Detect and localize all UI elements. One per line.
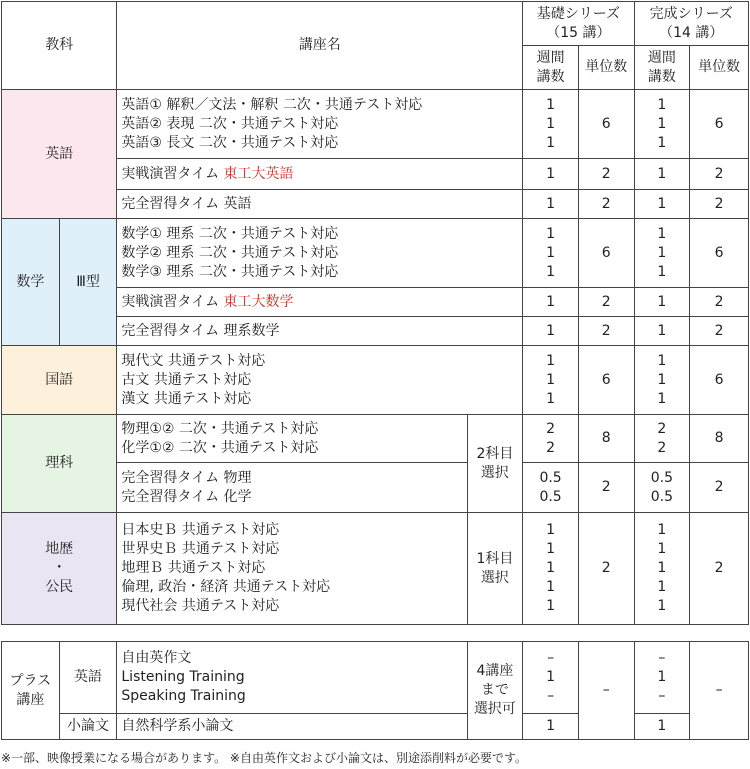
cell: 1 xyxy=(634,190,690,219)
japanese-weekly-complete: 1 1 1 xyxy=(634,346,690,415)
header-weekly-complete: 週間 講数 xyxy=(634,46,690,90)
cell: 2 xyxy=(690,317,749,346)
header-credits-basic: 単位数 xyxy=(578,46,634,90)
cell: 2 xyxy=(578,288,634,317)
plus-courses: 自由英作文 Listening Training Speaking Training xyxy=(117,642,467,714)
english-mastery: 完全習得タイム 英語 xyxy=(117,190,523,219)
science-weekly-complete: 2 2 xyxy=(634,415,690,463)
cell: 1 xyxy=(634,159,690,190)
cell: 2 xyxy=(578,317,634,346)
social-weekly-basic: 1 1 1 1 1 xyxy=(523,513,579,625)
science-weekly-basic: 2 2 xyxy=(523,415,579,463)
science-mastery: 完全習得タイム 物理 完全習得タイム 化学 xyxy=(117,463,467,513)
cell: 2 xyxy=(578,159,634,190)
plus-essay-weekly-basic: 1 xyxy=(523,714,579,740)
japanese-courses: 現代文 共通テスト対応 古文 共通テスト対応 漢文 共通テスト対応 xyxy=(117,346,523,415)
social-weekly-complete: 1 1 1 1 1 xyxy=(634,513,690,625)
plus-label: プラス 講座 xyxy=(2,642,60,740)
header-course: 講座名 xyxy=(117,2,523,90)
cell: 1 xyxy=(523,288,579,317)
english-courses: 英語① 解釈／文法・解釈 二次・共通テスト対応 英語② 表現 二次・共通テスト対応 英語③ 長文 二次・共通テスト対応 xyxy=(117,90,523,159)
science-mastery-weekly-basic: 0.5 0.5 xyxy=(523,463,579,513)
social-credits-complete: 2 xyxy=(690,513,749,625)
math-credits-complete: 6 xyxy=(690,219,749,288)
cell: 1 xyxy=(634,317,690,346)
cell: 2 xyxy=(690,288,749,317)
math-type: Ⅲ型 xyxy=(59,219,117,346)
header-weekly-basic: 週間 講数 xyxy=(523,46,579,90)
cell: 2 xyxy=(578,190,634,219)
social-courses: 日本史Ｂ 共通テスト対応 世界史Ｂ 共通テスト対応 地理Ｂ 共通テスト対応 倫理, 政治・経済 共通テスト対応 現代社会 共通テスト対応 xyxy=(117,513,467,625)
cell: 1 xyxy=(523,190,579,219)
cell: 2 xyxy=(690,159,749,190)
header-credits-complete: 単位数 xyxy=(690,46,749,90)
math-credits-basic: 6 xyxy=(578,219,634,288)
english-weekly-basic: 1 1 1 xyxy=(523,90,579,159)
cell: 1 xyxy=(634,288,690,317)
plus-english: 英語 xyxy=(59,642,117,714)
cell: 1 xyxy=(523,317,579,346)
science-credits-basic: 8 xyxy=(578,415,634,463)
science-credits-complete: 8 xyxy=(690,415,749,463)
japanese-credits-complete: 6 xyxy=(690,346,749,415)
social-select: 1科目 選択 xyxy=(467,513,523,625)
japanese-credits-basic: 6 xyxy=(578,346,634,415)
english-credits-complete: 6 xyxy=(690,90,749,159)
math-mastery: 完全習得タイム 理系数学 xyxy=(117,317,523,346)
plus-weekly-basic: – 1 – xyxy=(523,642,579,714)
header-subject: 教科 xyxy=(2,2,117,90)
science-mastery-weekly-complete: 0.5 0.5 xyxy=(634,463,690,513)
math-weekly-complete: 1 1 1 xyxy=(634,219,690,288)
japanese-weekly-basic: 1 1 1 xyxy=(523,346,579,415)
subject-math: 数学 xyxy=(2,219,60,346)
plus-credits-complete: – xyxy=(690,642,749,740)
header-basic-series: 基礎シリーズ （15 講） xyxy=(523,2,634,46)
english-credits-basic: 6 xyxy=(578,90,634,159)
science-mastery-credits-basic: 2 xyxy=(578,463,634,513)
english-practice: 実戦演習タイム 東工大英語 xyxy=(117,159,523,190)
subject-science: 理科 xyxy=(2,415,117,513)
plus-weekly-complete: – 1 – xyxy=(634,642,690,714)
math-courses: 数学① 理系 二次・共通テスト対応 数学② 理系 二次・共通テスト対応 数学③ 理系 二次・共通テスト対応 xyxy=(117,219,523,288)
footnote: ※一部、映像授業になる場合があります。 ※自由英作文および小論文は、別途添削料が必要です。 xyxy=(1,751,528,765)
math-weekly-basic: 1 1 1 xyxy=(523,219,579,288)
plus-essay: 小論文 xyxy=(59,714,117,740)
plus-essay-course: 自然科学系小論文 xyxy=(117,714,467,740)
science-select: 2科目 選択 xyxy=(467,415,523,513)
plus-table xyxy=(1,641,749,740)
cell: 2 xyxy=(690,190,749,219)
cell: 1 xyxy=(523,159,579,190)
plus-select: 4講座 まで 選択可 xyxy=(467,642,523,740)
social-credits-basic: 2 xyxy=(578,513,634,625)
science-courses: 物理①② 二次・共通テスト対応 化学①② 二次・共通テスト対応 xyxy=(117,415,467,463)
english-weekly-complete: 1 1 1 xyxy=(634,90,690,159)
subject-english: 英語 xyxy=(2,90,117,219)
course-table xyxy=(1,1,749,625)
science-mastery-credits-complete: 2 xyxy=(690,463,749,513)
header-complete-series: 完成シリーズ （14 講） xyxy=(634,2,748,46)
plus-credits-basic: – xyxy=(578,642,634,740)
subject-japanese: 国語 xyxy=(2,346,117,415)
math-practice: 実戦演習タイム 東工大数学 xyxy=(117,288,523,317)
plus-essay-weekly-complete: 1 xyxy=(634,714,690,740)
subject-social: 地歴 ・ 公民 xyxy=(2,513,117,625)
